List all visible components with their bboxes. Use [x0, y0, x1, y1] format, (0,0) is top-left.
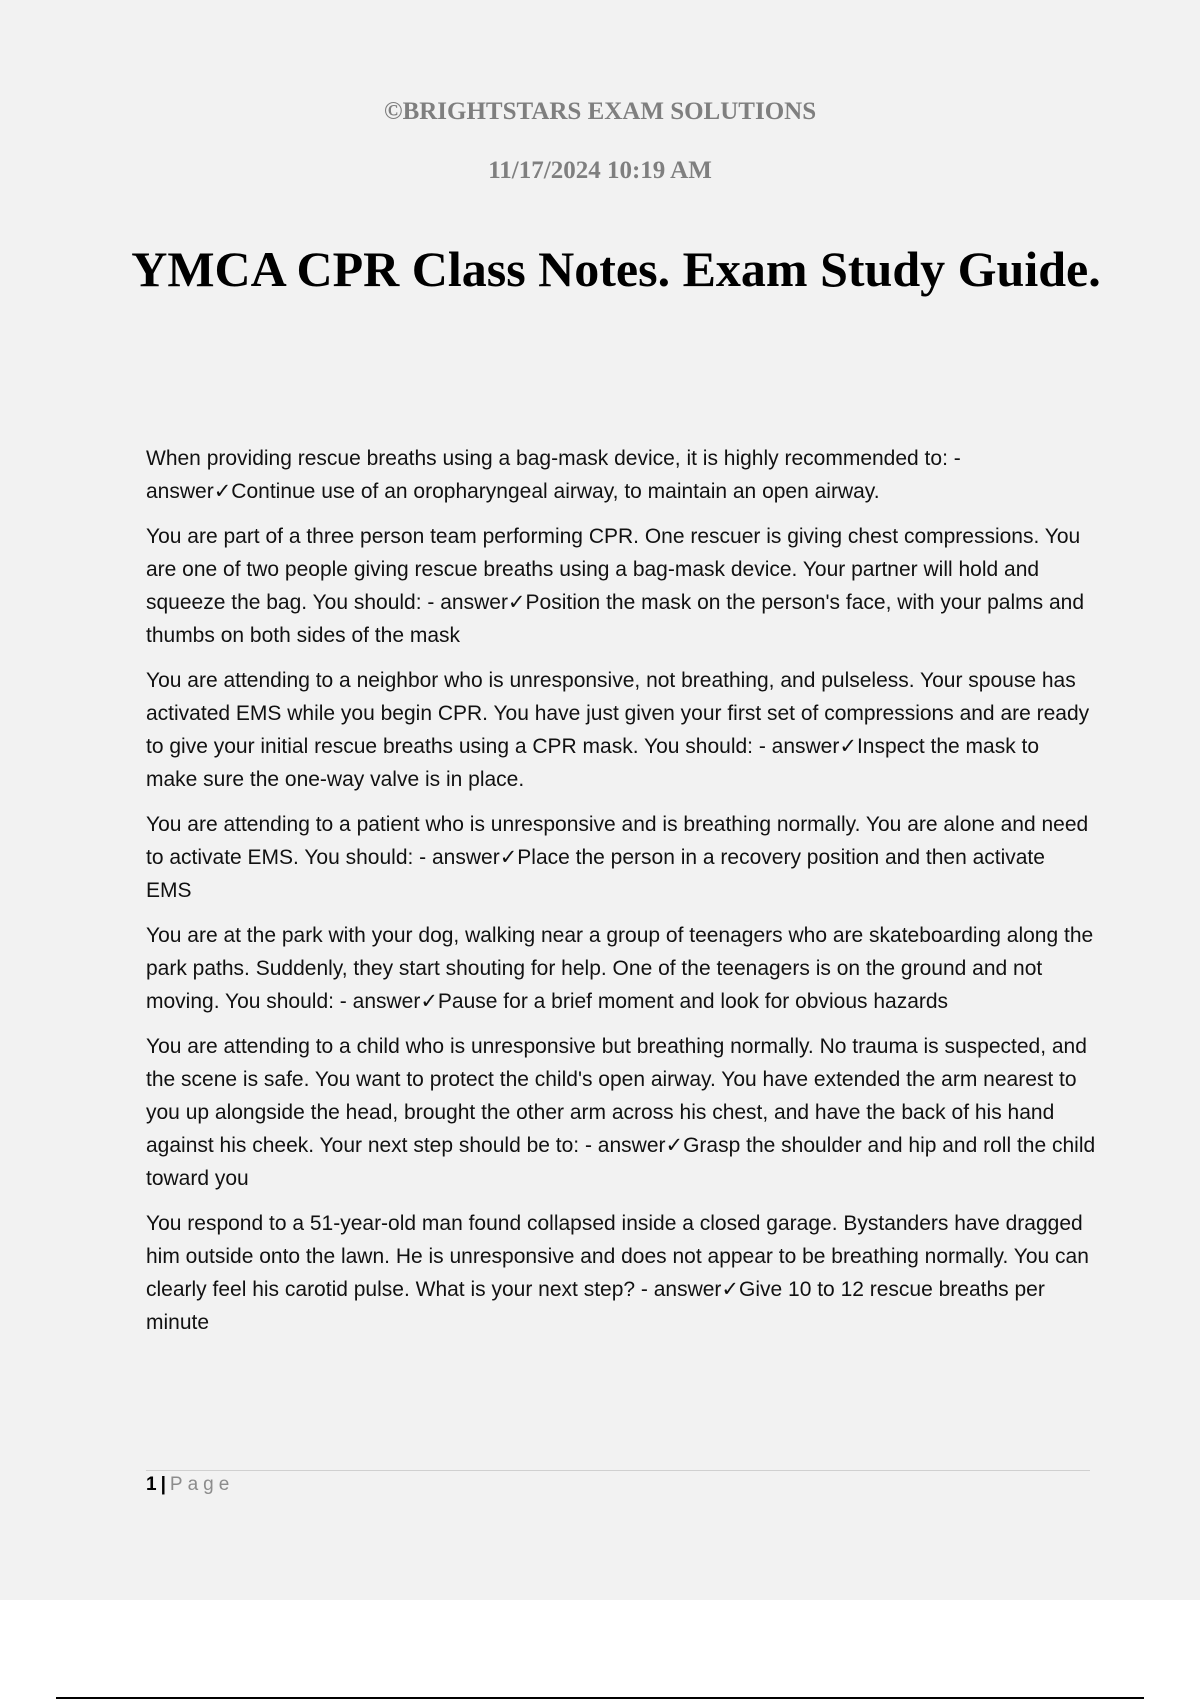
document-title: YMCA CPR Class Notes. Exam Study Guide.: [131, 241, 1101, 297]
page-separator: |: [160, 1474, 166, 1495]
qa-item: When providing rescue breaths using a bag-mask device, it is highly recommended to: - answer✓Continue use of an oropharyngeal airway, to maintain an open airway.: [146, 447, 961, 503]
qa-item: You are attending to a patient who is unresponsive and is breathing normally. You are alone and need to activate EMS. You should: - answer✓Place the person in a recovery position and then activate EMS: [146, 813, 1089, 902]
qa-item: You are at the park with your dog, walking near a group of teenagers who are skateboarding along the park paths. Suddenly, they start shouting for help. One of the teenagers is on the ground and not moving. You should: - answer✓Pause for a brief moment and look for obvious hazards: [146, 924, 1094, 1013]
page-label: Page: [169, 1474, 235, 1495]
qa-item: You are attending to a neighbor who is unresponsive, not breathing, and pulseless. Your spouse has activated EMS while you begin CPR. You have just given your first set of compressions and are ready to give your initial rescue breaths using a CPR mask. You should: - answer✓Inspect the mask to make sure the one-way valve is in place.: [146, 669, 1090, 791]
qa-item: You are part of a three person team performing CPR. One rescuer is giving chest compressions. You are one of two people giving rescue breaths using a bag-mask device. Your partner will hold and squeeze the bag. You should: - answer✓Position the mask on the person's face, with your palms and thumbs on both sides of the mask: [146, 525, 1084, 647]
qa-item: You respond to a 51-year-old man found collapsed inside a closed garage. Bystanders have dragged him outside onto the lawn. He is unresponsive and does not appear to be breathing normally. You can clearly feel his carotid pulse. What is your next step? - answer✓Give 10 to 12 rescue breaths per minute: [146, 1212, 1089, 1334]
footer-divider: [146, 1470, 1090, 1471]
qa-list: [146, 442, 1096, 1351]
bottom-divider: [56, 1697, 1144, 1699]
qa-item: You are attending to a child who is unresponsive but breathing normally. No trauma is suspected, and the scene is safe. You want to protect the child's open airway. You have extended the arm nearest to you up alongside the head, brought the other arm across his chest, and have the back of his hand against his cheek. Your next step should be to: - answer✓Grasp the shoulder and hip and roll the child toward you: [146, 1035, 1096, 1190]
page-number: 1: [146, 1474, 157, 1495]
timestamp-header: 11/17/2024 10:19 AM: [488, 157, 712, 184]
copyright-header: ©BRIGHTSTARS EXAM SOLUTIONS: [383, 98, 817, 125]
page-number-footer: [146, 1474, 234, 1496]
